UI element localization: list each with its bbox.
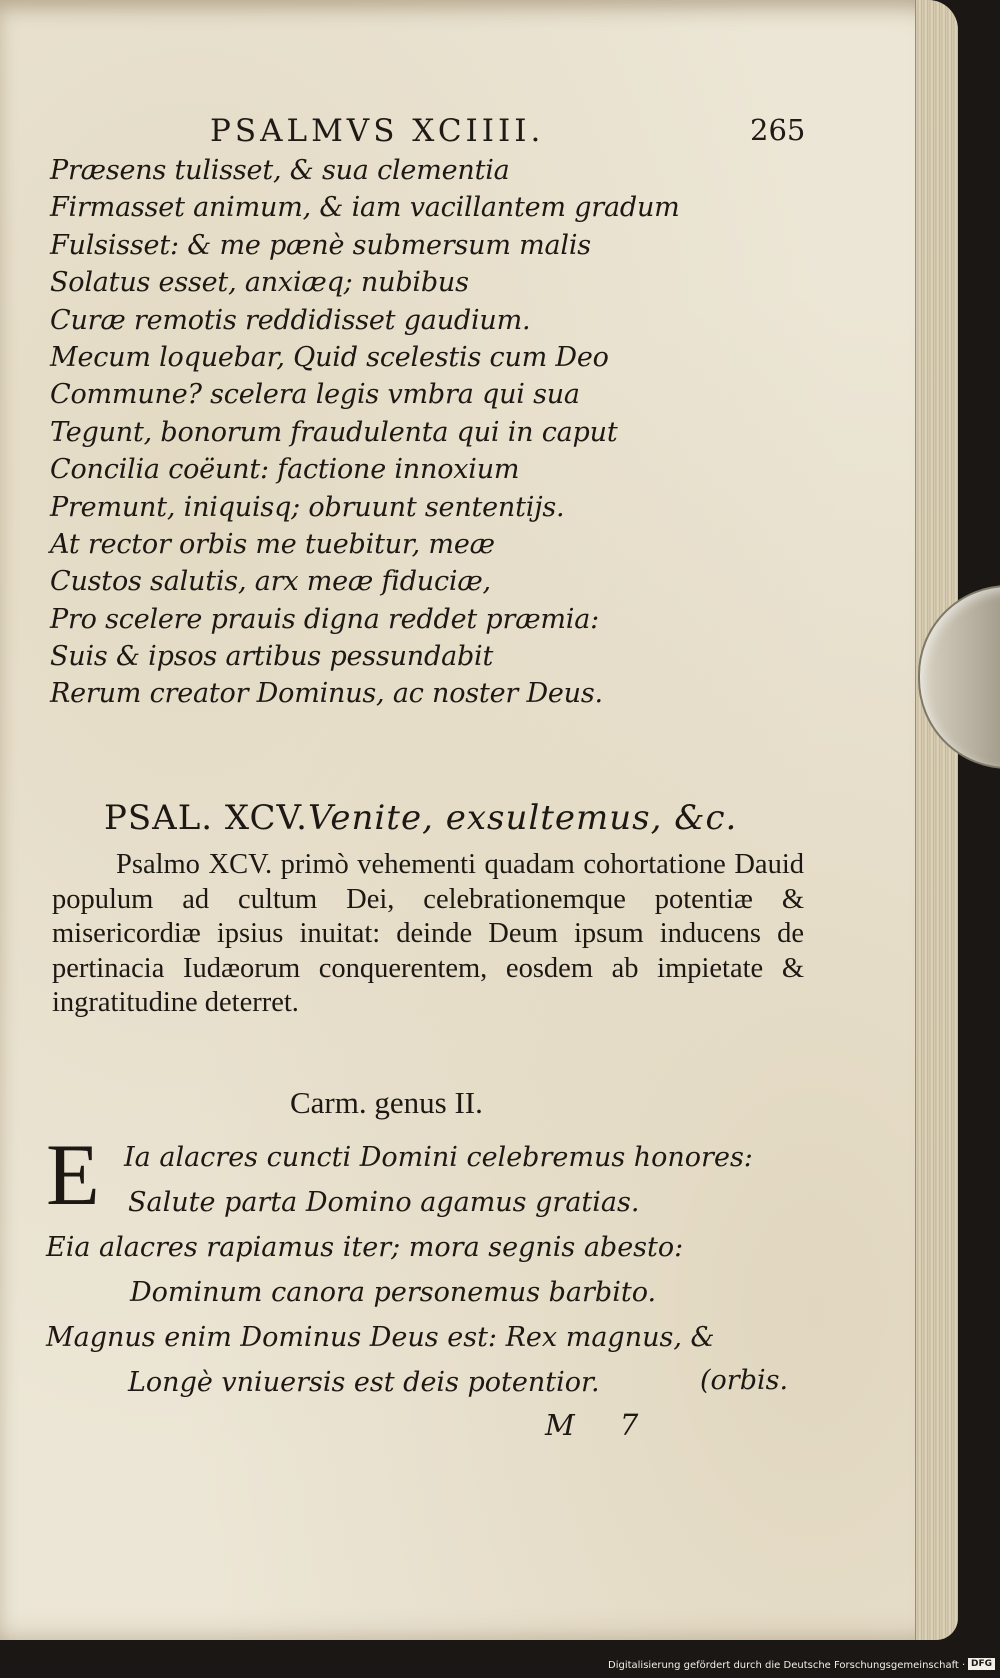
verse-line: Mecum loquebar, Quid scelestis cum Deo <box>50 341 609 373</box>
psalm-incipit: Venite, exsultemus, &c. <box>307 798 738 838</box>
psalm-number: PSAL. XCV. <box>104 798 308 838</box>
ode-line: Eia alacres rapiamus iter; mora segnis abesto: <box>46 1232 684 1263</box>
psalm-argument <box>52 848 804 1021</box>
verse-line: Curæ remotis reddidisset gaudium. <box>50 304 531 336</box>
verse-line: Fulsisset: & me pænè submersum malis <box>50 229 591 261</box>
verse-line: Rerum creator Dominus, ac noster Deus. <box>50 678 603 710</box>
ode-line: Longè vniuersis est deis potentior. <box>128 1367 600 1398</box>
verse-line: Præsens tulisset, & sua clementia <box>50 155 510 186</box>
dfg-logo: DFG <box>968 1658 995 1670</box>
drop-cap-initial: E <box>46 1127 100 1224</box>
verse-line: Suis & ipsos artibus pessundabit <box>50 641 494 673</box>
turnover-word: (orbis. <box>700 1365 789 1396</box>
meter-heading: Carm. genus II. <box>290 1085 483 1120</box>
ode-line: Dominum canora personemus barbito. <box>130 1277 657 1308</box>
page-edges <box>915 0 958 1640</box>
verse-line: Premunt, iniquisq; obruunt sententijs. <box>50 491 565 523</box>
verse-line: Pro scelere prauis digna reddet præmia: <box>50 603 600 635</box>
verse-line: Tegunt, bonorum fraudulenta qui in caput <box>50 416 618 448</box>
verse-block <box>50 152 680 713</box>
verse-line: Commune? scelera legis vmbra qui sua <box>50 379 580 411</box>
verse-line: Firmasset animum, & iam vacillantem gradum <box>50 192 680 224</box>
psalm-heading <box>104 798 737 838</box>
digitization-credit: Digitalisierung gefördert durch die Deutsche Forschungsgemeinschaft · <box>608 1660 966 1671</box>
running-head: PSALMVS XCIIII. <box>210 113 545 149</box>
verse-line: Solatus esset, anxiæq; nubibus <box>50 267 469 299</box>
argument-text: Psalmo XCV. primò vehementi quadam cohortatione Dauid populum ad cultum Dei, celebrationemque potentiæ & misericordiæ ipsius inuitat: deinde Deum ipsum inducens de pertinacia Iudæorum conquerentem, eosdem ab impietate & ingratitudine deterret. <box>52 849 804 1018</box>
signature-mark: M 7 <box>545 1408 657 1442</box>
ode-block <box>46 1135 753 1405</box>
ode-line: Magnus enim Dominus Deus est: Rex magnus, & <box>46 1322 715 1353</box>
page-number: 265 <box>750 113 806 147</box>
verse-line: Custos salutis, arx meæ fiduciæ, <box>50 566 491 598</box>
ode-line: Salute parta Domino agamus gratias. <box>128 1187 640 1218</box>
verse-line: Concilia coëunt: factione innoxium <box>50 454 520 486</box>
verse-line: At rector orbis me tuebitur, meæ <box>50 528 495 560</box>
ode-line: Ia alacres cuncti Domini celebremus honores: <box>124 1142 753 1173</box>
